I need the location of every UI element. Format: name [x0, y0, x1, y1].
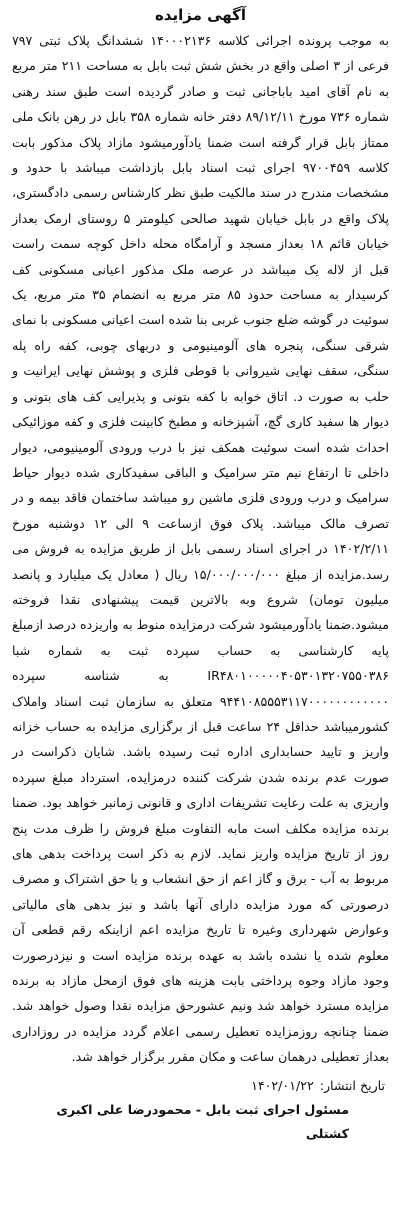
publish-date-line [12, 1074, 389, 1098]
notice-footer [12, 1074, 389, 1146]
notice-title: آگهی مزایده [154, 6, 247, 24]
notice-body: به موجب پرونده اجرائی کلاسه ۱۴۰۰۰۲۱۳۶ ششدانگ پلاک ثبتی ۷۹۷ فرعی از ۳ اصلی واقع در بخش شش ثبت بابل به مساحت ۲۱۱ متر مربع به نام آقای امید باباجانی ثبت و صادر گردیده است طبق سند رهنی شماره ۷۳۶ مورخ ۸۹/۱۲/۱۱ دفتر خانه شماره ۳۵۸ بابل در رهن بانک ملی ممتاز بابل قرار گرفته است ضمنا یادآورمیشود مازاد پلاک مذکور بابت کلاسه ۹۷۰۰۴۵۹ اجرای ثبت اسناد بابل بازداشت میباشد با حدود و مشخصات مندرج در سند مالکیت طبق نظر کارشناس رسمی دادگستری، پلاک واقع در بابل خیابان شهید صالحی کیلومتر ۵ روستای ارمک بعداز خیابان قائم ۱۸ بعداز مسجد و آرامگاه محله داخل کوچه سمت راست قبل از لاله یک میباشد در عرصه ملک مذکور اعیانی مسکونی کف کرسیدار به مساحت حدود ۸۵ متر مربع به انضمام ۳۵ متر مربع، یک سوئیت در گوشه ضلع جنوب غربی بنا شده است اعیانی مسکونی با نمای شرقی سنگی، پنجره های آلومینیومی و دربهای چوبی، کفه راه پله سنگی، سقف نهایی شیروانی با قوطی فلزی و پوشش نهایی ایرانیت و حلب به صورت د. اتاق خوابه با کفه بتونی و پذیرایی کف های بتونی و دیوار ها سفید کاری گچ، آشپزخانه و مطبخ کابینت فلزی و کفه موزائیکی احداث شده است سوئیت همکف نیز با درب ورودی آلومینیومی، دیوار داخلی تا ارتفاع نیم متر سرامیک و الباقی سفیدکاری شده دیوار حیاط سرامیک و درب ورودی فلزی ماشین رو میباشد ساختمان فاقد بیمه و در تصرف مالک میباشد. پلاک فوق ازساعت ۹ الی ۱۲ دوشنبه مورخ ۱۴۰۲/۲/۱۱ در اجرای اسناد رسمی بابل از طریق مزایده به فروش می رسد.مزایده از مبلغ ۱۵/۰۰۰/۰۰۰/۰۰۰ ریال ( معادل یک میلیارد و پانصد میلیون تومان) شروع وبه بالاترین قیمت پیشنهادی نقدا فروخته میشود.ضمنا یادآورمیشود شرکت درمزایده منوط به واریزده درصد ازمبلغ پایه کارشناسی به حساب سپرده ثبت به شماره شبا IR۴۸۰۱۰۰۰۰۰۴۰۵۳۰۱۳۲۰۷۵۵۰۳۸۶ به شناسه سپرده ۹۴۴۱۰۸۵۵۵۳۱۱۷۰۰۰۰۰۰۰۰۰۰۰۰ متعلق به سازمان ثبت اسناد واملاک کشورمیباشد حداقل ۲۴ ساعت قبل از برگزاری مزایده به حساب خزانه واریز و تایید حسابداری اداره ثبت رسیده باشد. شایان ذکراست در صورت عدم برنده شدن شرکت کننده درمزایده، استرداد مبلغ سپرده واریزی به علت رعایت تشریفات اداری و قانونی زمانبر خواهد بود. ضمنا برنده مزایده مکلف است مابه التفاوت مبلغ فروش را ظرف مدت پنج روز از تاریخ مزایده واریز نماید. لازم به ذکر است پرداخت بدهی های مربوط به آب - برق و گاز اعم از حق انشعاب و یا حق اشتراک و مصرف درصورتی که مورد مزایده دارای آنها باشد و نیز بدهی های مالیاتی وعوارض شهرداری وغیره تا تاریخ مزایده اعم ازاینکه رقم قطعی آن معلوم شده یا نشده باشد به عهده برنده مزایده است و نیزدرصورت وجود مازاد وجوه پرداختی بابت هزینه های فوق ازمحل مازاد به برنده مزایده مسترد خواهد شد ونیم عشورحق مزایده نقدا وصول خواهد شد. ضمنا چنانچه روزمزایده تعطیل رسمی اعلام گردد مزایده در روزاداری بعداز تعطیلی درهمان ساعت و مکان مقرر برگزار خواهد شد. [12, 33, 390, 1065]
signature-line: مسئول اجرای ثبت بابل - محمودرضا علی اکبری کشتلی [56, 1101, 349, 1141]
publish-date-value: ۱۴۰۲/۰۱/۲۲ [251, 1077, 314, 1093]
publish-date-label: تاریخ انتشار: [319, 1077, 385, 1093]
